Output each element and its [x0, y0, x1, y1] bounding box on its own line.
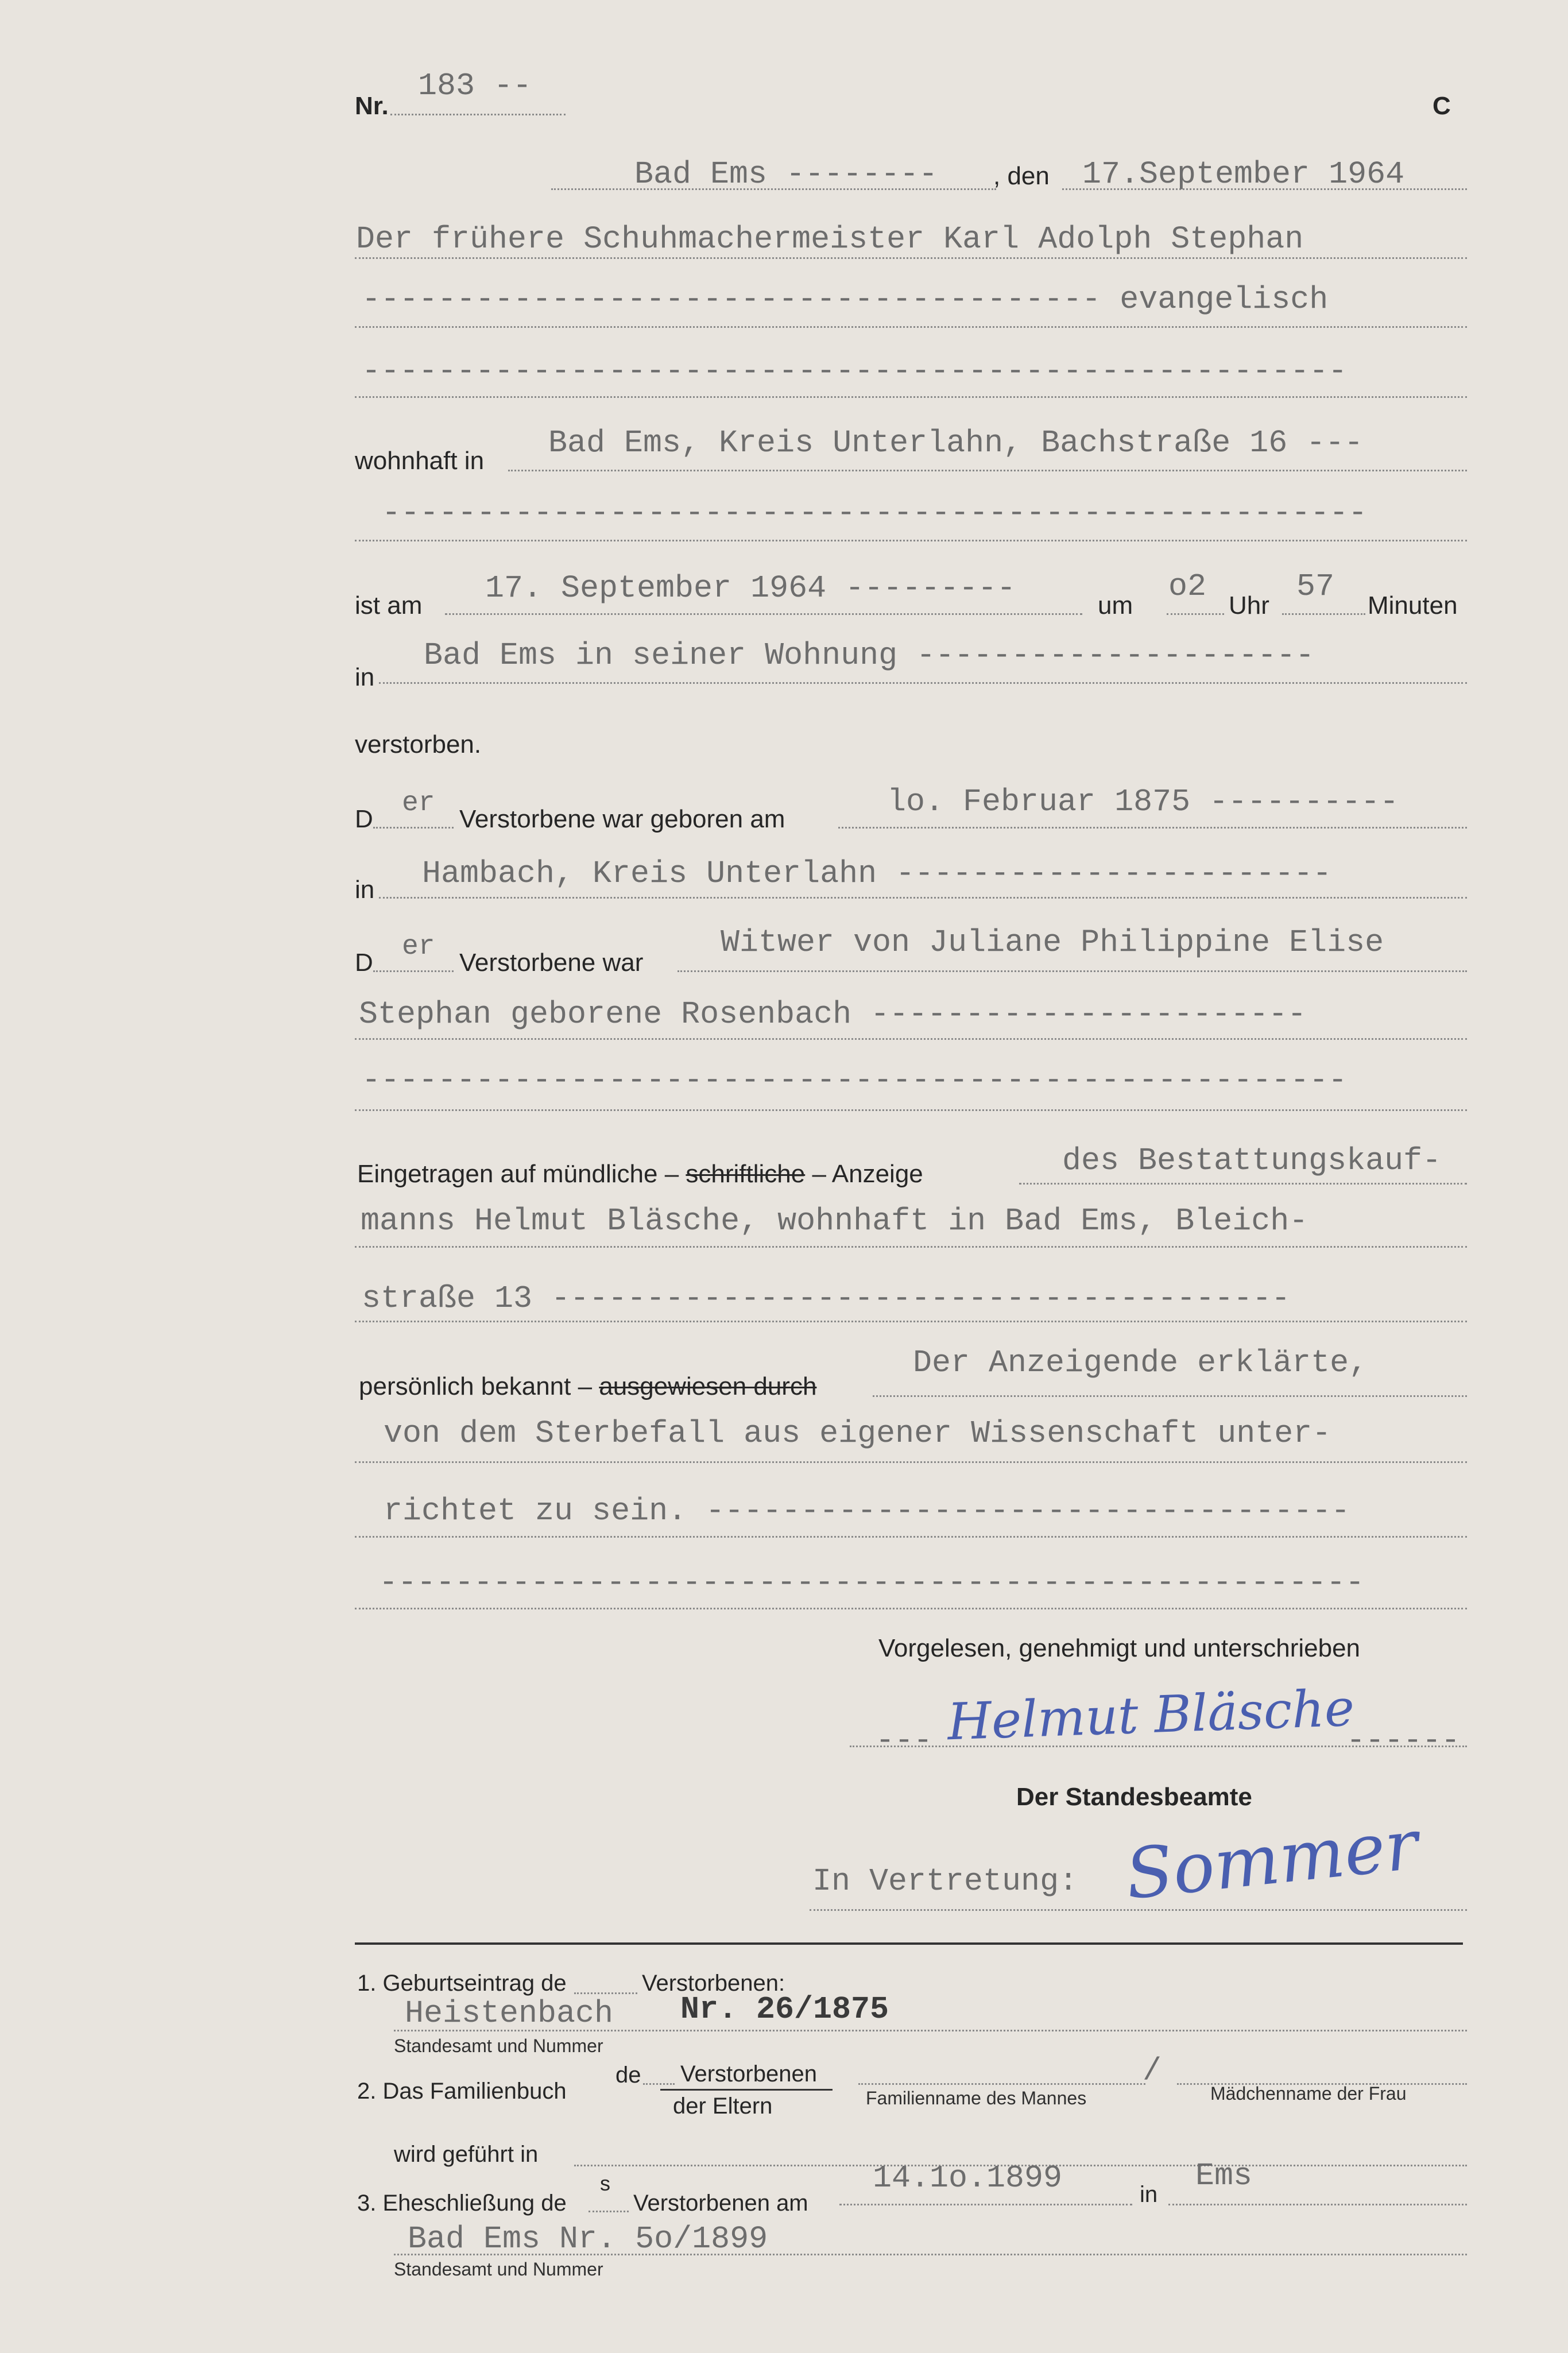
- status-rule-0: [677, 970, 1467, 972]
- identification-rule-2: [355, 1536, 1467, 1538]
- marriage-date: 14.1o.1899: [873, 2160, 1063, 2196]
- footnote-2-kept-label: wird geführt in: [394, 2142, 539, 2167]
- death-hour: o2: [1168, 568, 1207, 605]
- birth-record-office: Heistenbach: [405, 1995, 614, 2031]
- signature-dash-left: ---: [876, 1723, 933, 1759]
- footnote-3-in: in: [1140, 2182, 1158, 2207]
- death-date-line: [445, 613, 1082, 615]
- status-d-line: [373, 970, 454, 972]
- registration-rule-0: [1019, 1183, 1467, 1185]
- identification-rule-3: [355, 1608, 1467, 1609]
- birth-date: lo. Februar 1875 ----------: [887, 784, 1399, 820]
- official-signature: Sommer: [1122, 1805, 1422, 1915]
- footnote-2-slash: /: [1143, 2053, 1162, 2089]
- official-label: Der Standesbeamte: [1016, 1783, 1252, 1811]
- footnote-3-label: 3. Eheschließung de: [357, 2191, 567, 2216]
- footnote-1-suffix: Verstorbenen:: [642, 1971, 785, 1996]
- birth-date-line: [838, 827, 1467, 829]
- identification-label: [359, 1372, 816, 1401]
- status-label: Verstorbene war: [459, 949, 644, 977]
- birth-d-line: [373, 827, 454, 829]
- registration-rule-2: [355, 1321, 1467, 1322]
- footnote-2-de-line: [643, 2083, 675, 2085]
- read-approved-text: Vorgelesen, genehmigt und unterschrieben: [878, 1634, 1361, 1662]
- birth-in-label: in: [355, 876, 375, 904]
- registration-label-b: – Anzeige: [812, 1160, 923, 1188]
- residence-label: wohnhaft in: [355, 447, 485, 475]
- registration-label: [357, 1160, 923, 1189]
- footnote-3-de-line: [589, 2211, 629, 2212]
- section-divider: [355, 1942, 1463, 1945]
- registration-place: Bad Ems --------: [634, 156, 938, 192]
- footnote-2-bottom: der Eltern: [673, 2093, 773, 2119]
- den-label: , den: [993, 162, 1050, 190]
- identification-label-a: persönlich bekannt –: [359, 1372, 593, 1400]
- residence-line-1: Bad Ems, Kreis Unterlahn, Bachstraße 16 ---: [548, 425, 1364, 461]
- status-d-label: D: [355, 949, 373, 977]
- identification-line-3: richtet zu sein. ----------------------------------: [384, 1493, 1350, 1529]
- status-line-2: Stephan geborene Rosenbach -----------------------: [359, 996, 1307, 1032]
- registration-rule-1: [355, 1246, 1467, 1248]
- birth-date-label: Verstorbene war geboren am: [459, 805, 785, 833]
- registration-label-struck: schriftliche: [686, 1160, 806, 1188]
- uhr-label: Uhr: [1229, 591, 1269, 620]
- identification-label-struck: ausgewiesen durch: [599, 1372, 817, 1400]
- marriage-record: Bad Ems Nr. 5o/1899: [408, 2221, 768, 2257]
- footnote-3-suffix: s: [600, 2172, 610, 2195]
- status-d-suffix: er: [402, 931, 435, 962]
- husband-name-line: [858, 2083, 1145, 2085]
- um-label: um: [1098, 591, 1133, 620]
- nr-label: Nr.: [355, 92, 389, 120]
- identification-line-4: ----------------------------------------------------: [379, 1565, 1365, 1601]
- birth-record-number: Nr. 26/1875: [680, 1991, 889, 2027]
- footnote-1-rule: [394, 2030, 1467, 2031]
- wife-name-caption: Mädchenname der Frau: [1210, 2083, 1407, 2104]
- residence-rule-2: [355, 540, 1467, 541]
- hour-line: [1167, 613, 1224, 615]
- footnote-2-top: Verstorbenen: [680, 2061, 817, 2087]
- deputy-label: In Vertretung:: [812, 1863, 1078, 1899]
- official-signature-line: [810, 1909, 1467, 1911]
- informant-signature: Helmut Bläsche: [946, 1678, 1356, 1752]
- identification-line-2: von dem Sterbefall aus eigener Wissenschaft unter-: [384, 1415, 1331, 1452]
- identification-rule-1: [355, 1461, 1467, 1463]
- footnote-3-label-b: Verstorbenen am: [633, 2191, 808, 2216]
- residence-line-2: ----------------------------------------------------: [382, 495, 1368, 531]
- nr-line: [390, 114, 566, 115]
- status-line-1: Witwer von Juliane Philippine Elise: [721, 924, 1384, 961]
- husband-name-caption: Familienname des Mannes: [866, 2088, 1087, 2108]
- status-rule-1: [355, 1038, 1467, 1040]
- informant-signature-line: [850, 1746, 1467, 1747]
- minutes-line: [1282, 613, 1365, 615]
- birth-place-rule: [379, 897, 1467, 899]
- footnote-1-label: 1. Geburtseintrag de: [357, 1971, 567, 1996]
- person-line-1: Der frühere Schuhmachermeister Karl Adolph Stephan: [356, 221, 1304, 257]
- registration-line-2: manns Helmut Bläsche, wohnhaft in Bad Ems, Bleich-: [361, 1203, 1308, 1239]
- marriage-place-line: [1168, 2204, 1467, 2205]
- corner-mark: C: [1433, 92, 1451, 120]
- death-place-rule: [379, 682, 1467, 684]
- person-rule-1: [355, 257, 1467, 259]
- registration-line-1: des Bestattungskauf-: [1062, 1143, 1442, 1179]
- signature-dash-right: ------: [1346, 1723, 1461, 1759]
- footnote-2-fraction-bar: [660, 2089, 833, 2091]
- death-date: 17. September 1964 ---------: [485, 570, 1016, 606]
- status-line-3: ----------------------------------------------------: [362, 1062, 1348, 1098]
- registration-date: 17.September 1964: [1082, 156, 1405, 192]
- registration-line-3: straße 13 ---------------------------------------: [362, 1280, 1291, 1317]
- birth-d-suffix: er: [402, 788, 435, 819]
- footnote-3-rule: [394, 2254, 1467, 2255]
- registration-label-a: Eingetragen auf mündliche –: [357, 1160, 679, 1188]
- birth-d-label: D: [355, 805, 373, 833]
- footnote-1-caption: Standesamt und Nummer: [394, 2035, 603, 2056]
- death-in-label: in: [355, 663, 375, 691]
- person-line-2: --------------------------------------- evangelisch: [362, 281, 1329, 318]
- person-line-3: ----------------------------------------------------: [362, 353, 1348, 389]
- person-rule-3: [355, 396, 1467, 398]
- identification-line-1: Der Anzeigende erklärte,: [913, 1345, 1368, 1381]
- footnote-2-de: de: [615, 2062, 641, 2088]
- status-rule-2: [355, 1109, 1467, 1111]
- footnote-1-de-line: [574, 1992, 637, 1994]
- verstorben-label: verstorben.: [355, 730, 482, 758]
- residence-rule-1: [508, 470, 1467, 471]
- identification-rule-0: [873, 1395, 1467, 1397]
- person-rule-2: [355, 326, 1467, 328]
- register-number: 183 --: [418, 68, 532, 104]
- birth-place: Hambach, Kreis Unterlahn -----------------------: [422, 856, 1332, 892]
- marriage-date-line: [839, 2204, 1132, 2205]
- death-place: Bad Ems in seiner Wohnung ---------------------: [424, 637, 1315, 674]
- minuten-label: Minuten: [1368, 591, 1458, 620]
- ist-am-label: ist am: [355, 591, 423, 620]
- footnote-3-caption: Standesamt und Nummer: [394, 2259, 603, 2280]
- death-minutes: 57: [1296, 568, 1335, 605]
- marriage-place: Ems: [1195, 2158, 1253, 2194]
- footnote-2-label: 2. Das Familienbuch: [357, 2079, 567, 2104]
